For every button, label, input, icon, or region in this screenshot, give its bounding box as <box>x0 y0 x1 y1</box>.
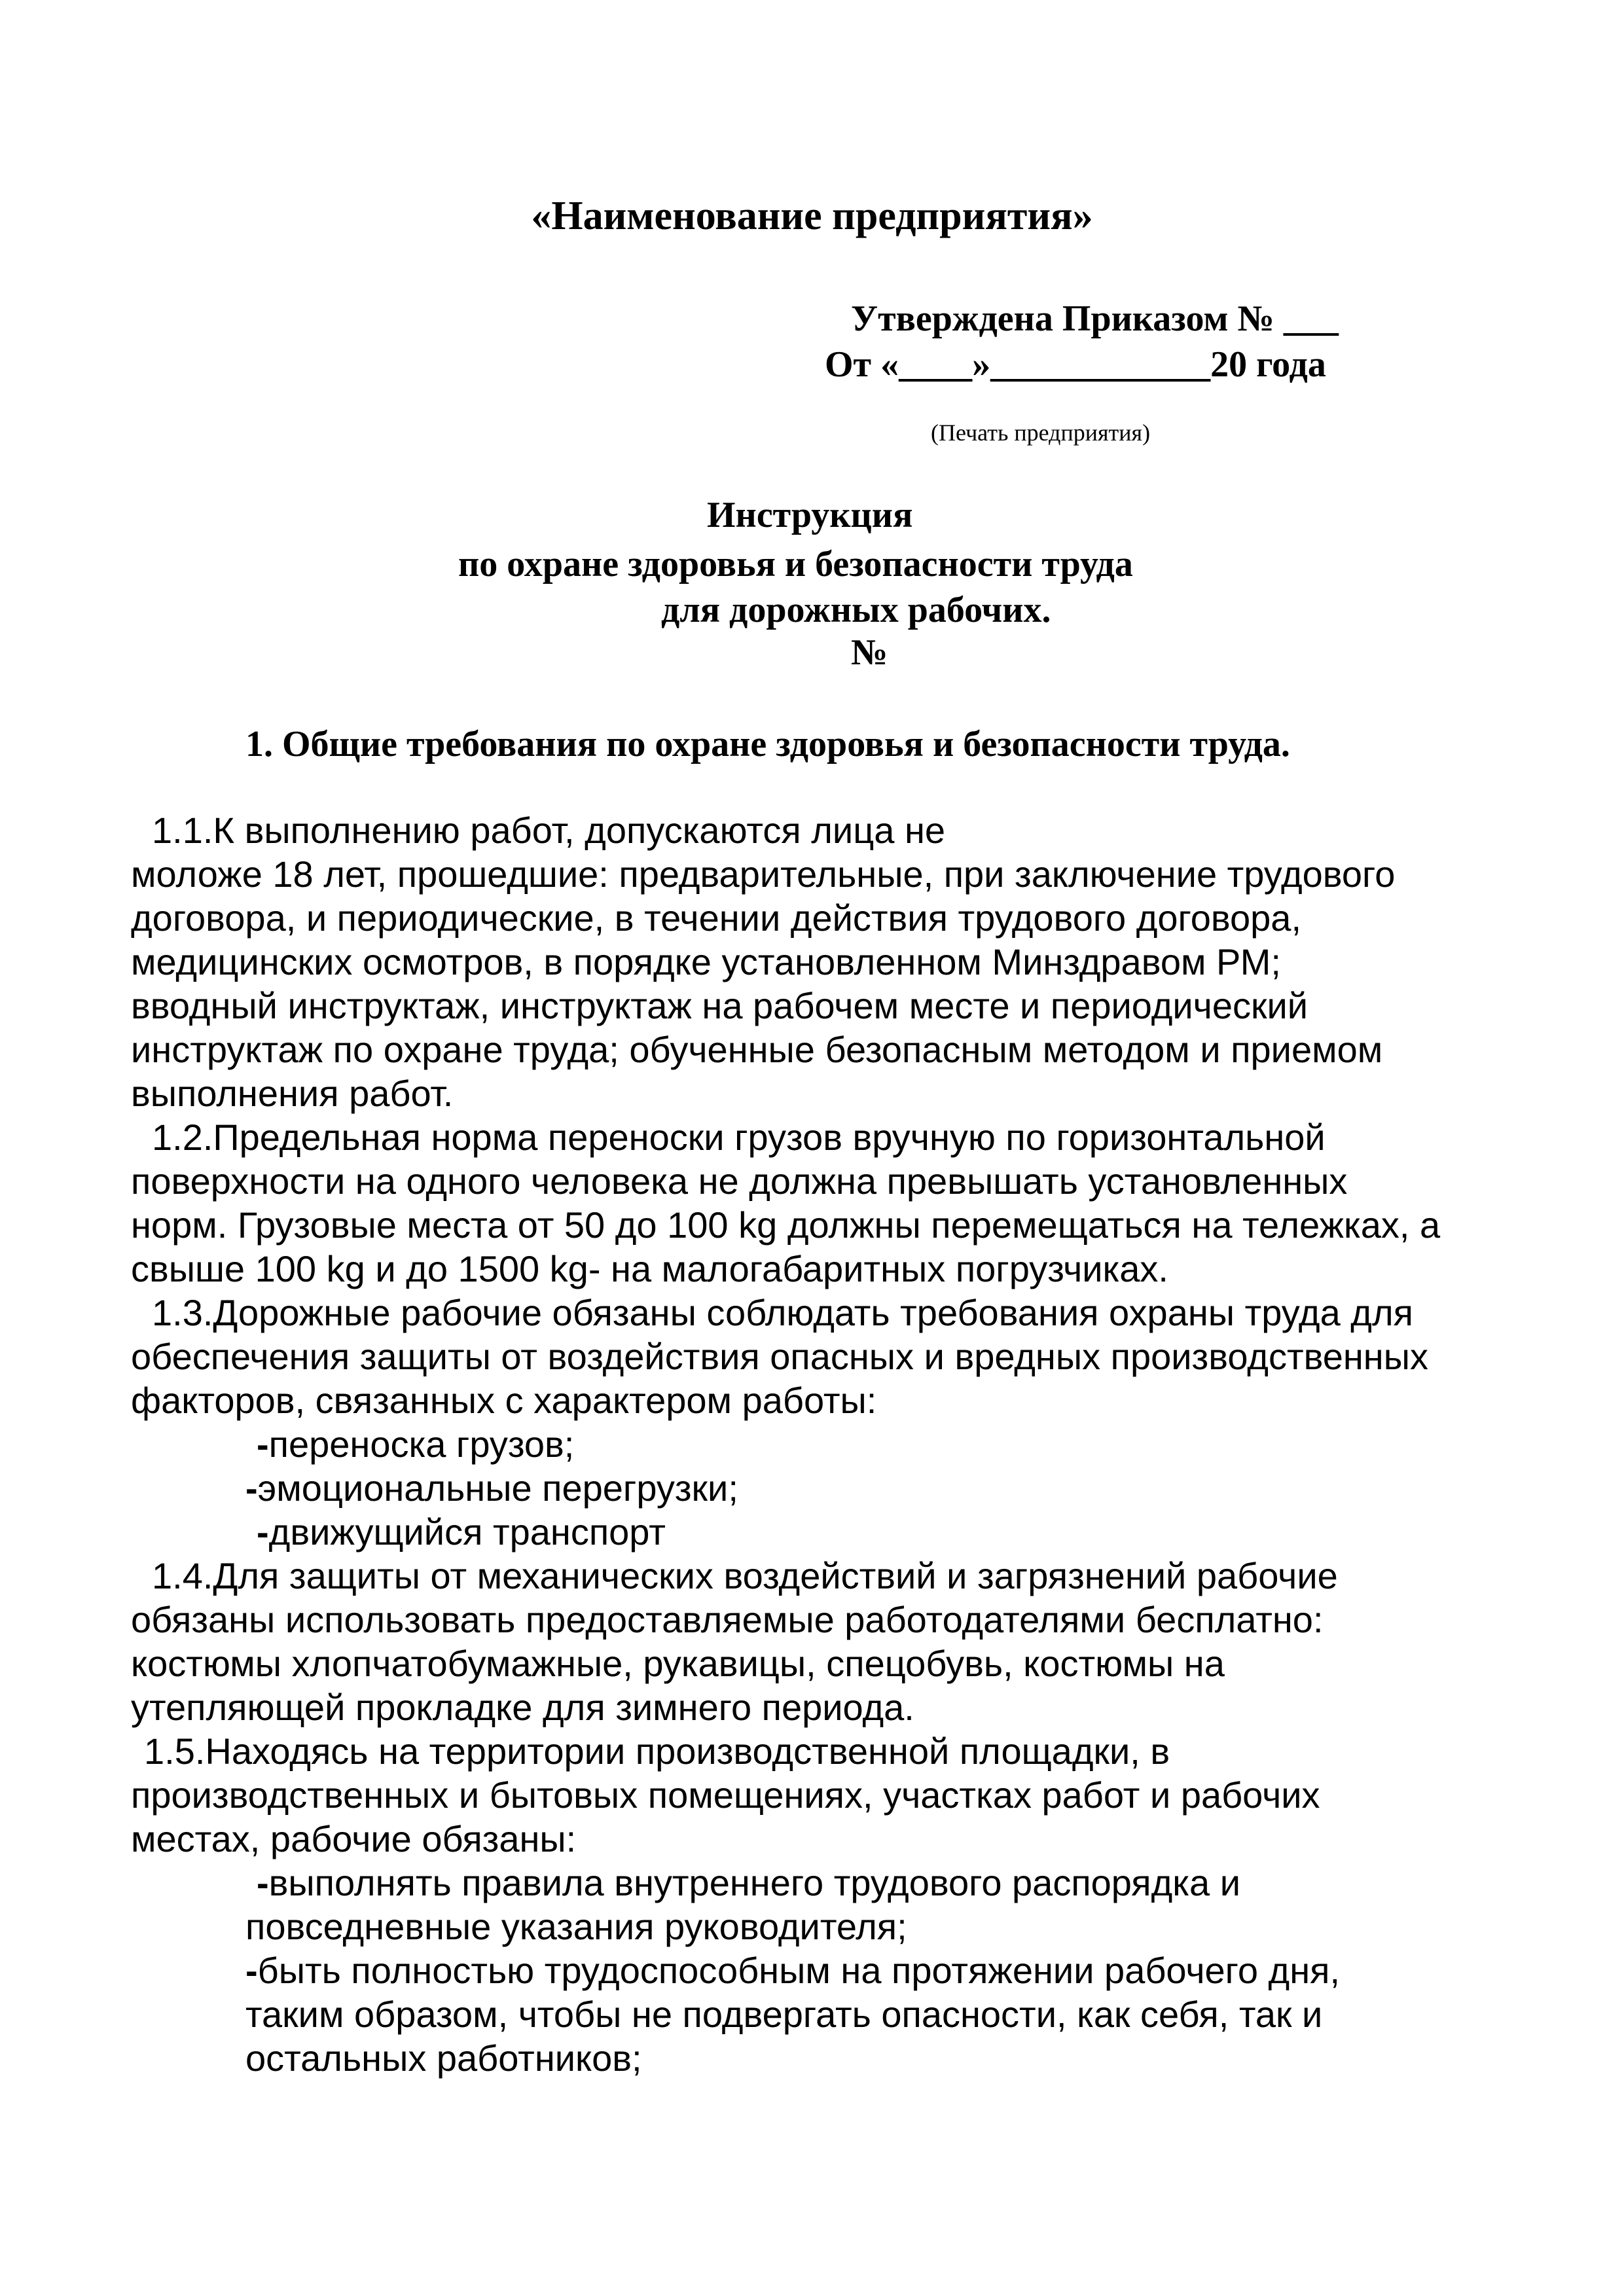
paragraph-line: свыше 100 kg и до 1500 kg- на малогабаритных погрузчиках. <box>131 1248 1168 1289</box>
paragraph-line: договора, и периодические, в течении действия трудового договора, <box>131 897 1302 939</box>
paragraph-line: вводный инструктаж, инструктаж на рабочем месте и периодический <box>131 985 1308 1026</box>
list-item <box>131 1948 1506 1992</box>
bullet-dash: - <box>257 1424 269 1465</box>
paragraph-line: 1.1.К выполнению работ, допускаются лица не <box>152 810 946 851</box>
bullet-dash: - <box>245 1950 258 1991</box>
paragraph-line: выполнения работ. <box>131 1073 454 1114</box>
paragraph-line: медицинских осмотров, в порядке установленном Минздравом РМ; <box>131 941 1281 982</box>
item-text: Дорожные рабочие обязаны соблюдать требования охраны труда для <box>213 1292 1413 1333</box>
list-item-continuation: повседневные указания руководителя; <box>245 1906 907 1947</box>
bullet-dash: - <box>257 1511 269 1552</box>
list-item-text: быть полностью трудоспособным на протяжении рабочего дня, <box>257 1950 1341 1991</box>
section-heading: 1. Общие требования по охране здоровья и безопасности труда. <box>245 724 1290 764</box>
paragraph-line: утепляющей прокладке для зимнего периода. <box>131 1687 914 1728</box>
list-item <box>131 1861 1506 1905</box>
list-item-continuation: таким образом, чтобы не подвергать опасности, как себя, так и <box>245 1994 1323 2035</box>
list-item <box>131 1466 1506 1510</box>
document-subtitle-line-1: по охране здоровья и безопасности труда <box>458 544 1133 584</box>
paragraph-line: обязаны использовать предоставляемые работодателями бесплатно: <box>131 1599 1324 1640</box>
item-number: 1.3. <box>152 1292 213 1333</box>
list-item-text: движущийся транспорт <box>268 1511 666 1552</box>
paragraph-line: 1.4.Для защиты от механических воздействий и загрязнений рабочие <box>152 1555 1338 1596</box>
section-body <box>131 808 1506 2080</box>
paragraph-line: обеспечения защиты от воздействия опасных и вредных производственных <box>131 1336 1428 1377</box>
item-text: Находясь на территории производственной площадки, в <box>205 1731 1170 1772</box>
paragraph-line: моложе 18 лет, прошедшие: предварительные, при заключение трудового <box>131 853 1396 895</box>
paragraph-line: местах, рабочие обязаны: <box>131 1818 577 1859</box>
bullet-dash: - <box>257 1862 269 1903</box>
list-item-text: эмоциональные перегрузки; <box>257 1467 738 1509</box>
document-number: № <box>851 632 888 673</box>
paragraph-line: норм. Грузовые места от 50 до 100 kg должны перемещаться на тележках, а <box>131 1204 1441 1246</box>
approval-order: Утверждена Приказом № ___ <box>851 298 1339 339</box>
document-subtitle-line-2: для дорожных рабочих. <box>661 590 1051 630</box>
paragraph-line: 1.2.Предельная норма переноски грузов вручную по горизонтальной <box>152 1117 1326 1158</box>
document-title: Инструкция <box>707 495 913 535</box>
approval-date: От «____»____________20 года <box>825 344 1326 385</box>
list-item-text: выполнять правила внутреннего трудового распорядка и <box>268 1862 1241 1903</box>
paragraph-line: производственных и бытовых помещениях, участках работ и рабочих <box>131 1774 1320 1816</box>
item-number: 1.5. <box>144 1731 206 1772</box>
list-item-continuation: остальных работников; <box>245 2037 642 2079</box>
paragraph-line <box>131 1291 1506 1335</box>
paragraph-line: костюмы хлопчатобумажные, рукавицы, спецобувь, костюмы на <box>131 1643 1225 1684</box>
list-item-text: переноска грузов; <box>268 1424 575 1465</box>
list-item <box>131 1422 1506 1466</box>
company-seal-label: (Печать предприятия) <box>931 420 1151 446</box>
list-item <box>131 1510 1506 1554</box>
company-name: «Наименование предприятия» <box>531 194 1093 238</box>
paragraph-line: инструктаж по охране труда; обученные безопасным методом и приемом <box>131 1029 1383 1070</box>
paragraph-line: факторов, связанных с характером работы: <box>131 1380 877 1421</box>
paragraph-line: поверхности на одного человека не должна превышать установленных <box>131 1160 1348 1202</box>
bullet-dash: - <box>245 1467 258 1509</box>
paragraph-line <box>131 1729 1506 1773</box>
